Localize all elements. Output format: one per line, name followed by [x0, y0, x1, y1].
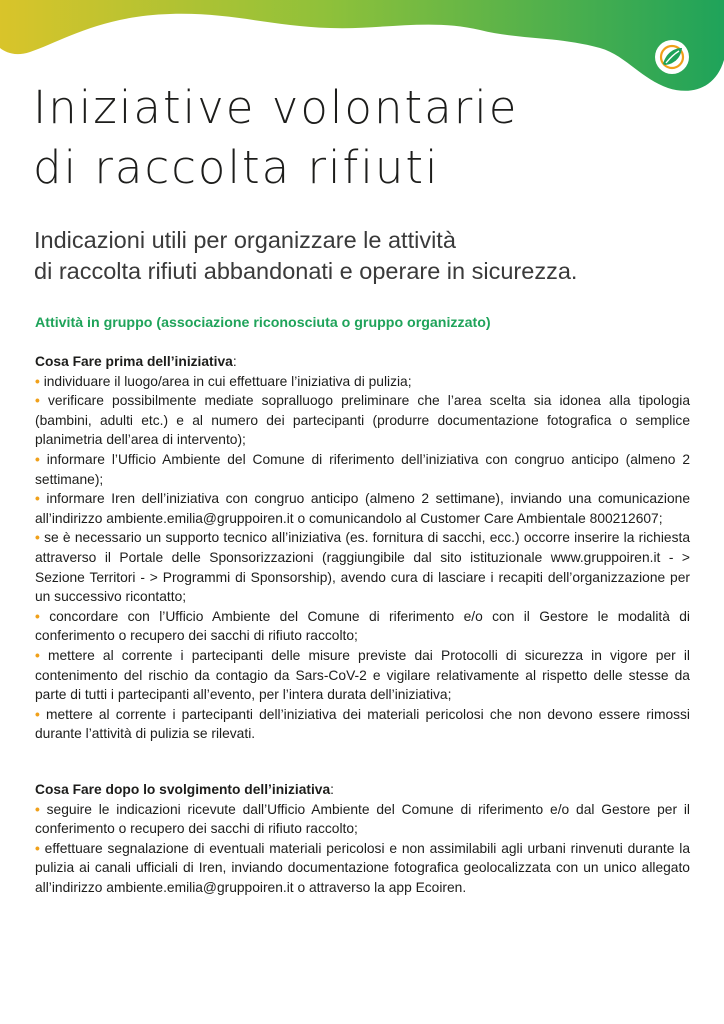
list-item — [35, 391, 690, 450]
list-item — [35, 705, 690, 744]
title-line-1: Iniziative volontarie — [33, 81, 519, 134]
after-heading-text: Cosa Fare dopo lo svolgimento dell’iniziativa — [35, 782, 331, 797]
bullet-icon: • — [35, 373, 40, 389]
list-item-text: verificare possibilmente mediate sopralluogo preliminare che l’area scelta sia idonea alla tipologia (bambini, adulti etc.) e al numero dei partecipanti (produrre documentazione fotografica o semplice planimetria dell’area di intervento); — [35, 393, 690, 448]
bullet-icon: • — [35, 451, 40, 467]
list-item — [35, 607, 690, 646]
bullet-icon: • — [35, 393, 40, 409]
list-item-text: informare Iren dell’iniziativa con congruo anticipo (almeno 2 settimane), inviando una comunicazione all’indirizzo ambiente.emilia@gruppoiren.it o comunicandolo al Customer Care Ambientale 800212607; — [35, 491, 691, 526]
before-heading-colon: : — [232, 354, 237, 369]
after-list — [35, 800, 690, 898]
list-item — [35, 839, 690, 898]
subtitle-line-1: Indicazioni utili per organizzare le attività — [34, 227, 456, 253]
list-item — [35, 800, 690, 839]
bullet-icon: • — [35, 840, 40, 856]
list-item-text: seguire le indicazioni ricevute dall’Ufficio Ambiente del Comune di riferimento e/o dal Gestore per il conferimento o recupero dei sacchi di rifiuto raccolto; — [35, 801, 690, 837]
page-title — [33, 78, 518, 198]
bullet-icon: • — [35, 801, 40, 817]
list-item — [35, 372, 690, 392]
bullet-icon: • — [35, 530, 40, 546]
list-item-text: effettuare segnalazione di eventuali materiali pericolosi e non assimilabili agli urbani rinvenuti durante la pulizia ai canali ufficiali di Iren, inviando documentazione fotografica geolocalizzata con un unico allegato all’indirizzo ambiente.emilia@gruppoiren.it o attraverso la app Ecoiren. — [35, 840, 690, 895]
title-line-2: di raccolta rifiuti — [33, 141, 440, 194]
list-item — [35, 528, 690, 606]
bullet-icon: • — [35, 706, 40, 722]
list-item-text: individuare il luogo/area in cui effettuare l’iniziativa di pulizia; — [43, 373, 412, 389]
list-item-text: mettere al corrente i partecipanti delle misure previste dai Protocolli di sicurezza in vigore per il contenimento del rischio da contagio da Sars-CoV-2 e vigilare relativamente al rispetto delle stesse da parte di tutti i partecipanti all’evento, per l’intera durata dell’iniziativa; — [35, 647, 690, 703]
after-heading-colon: : — [330, 782, 334, 797]
before-initiative-block — [35, 352, 690, 744]
list-item-text: mettere al corrente i partecipanti dell’iniziativa dei materiali pericolosi che non devono essere rimossi durante l’attività di pulizia se rilevati. — [35, 706, 690, 742]
subtitle-line-2: di raccolta rifiuti abbandonati e operare in sicurezza. — [34, 258, 578, 284]
list-item-text: informare l’Ufficio Ambiente del Comune di riferimento dell’iniziativa con congruo anticipo (almeno 2 settimane); — [35, 451, 690, 487]
before-heading-text: Cosa Fare prima dell’iniziativa — [35, 354, 233, 369]
bullet-icon: • — [35, 647, 40, 663]
list-item-text: concordare con l’Ufficio Ambiente del Comune di riferimento e/o con il Gestore le modalità di conferimento o recupero dei sacchi di rifiuto raccolto; — [35, 608, 690, 644]
bullet-icon: • — [35, 491, 40, 507]
list-item-text: se è necessario un supporto tecnico all’iniziativa (es. fornitura di sacchi, ecc.) occorre inserire la richiesta attraverso il Portale delle Sponsorizzazioni (raggiungibile dal sito istituzionale www.gruppoiren.it - > Sezione Territori - > Programmi di Sponsorship), avendo cura di lasciare i recapiti dell’organizzazione per un successivo ricontatto; — [35, 530, 690, 605]
before-heading — [35, 352, 690, 372]
before-list — [35, 372, 690, 744]
list-item — [35, 489, 690, 528]
after-initiative-block — [35, 780, 690, 898]
list-item — [35, 450, 690, 489]
list-item — [35, 646, 690, 705]
leaf-recycle-icon — [654, 39, 690, 75]
section-heading: Attività in gruppo (associazione riconosciuta o gruppo organizzato) — [35, 315, 491, 331]
page-subtitle — [34, 225, 577, 287]
after-heading — [35, 780, 690, 800]
bullet-icon: • — [35, 608, 40, 624]
